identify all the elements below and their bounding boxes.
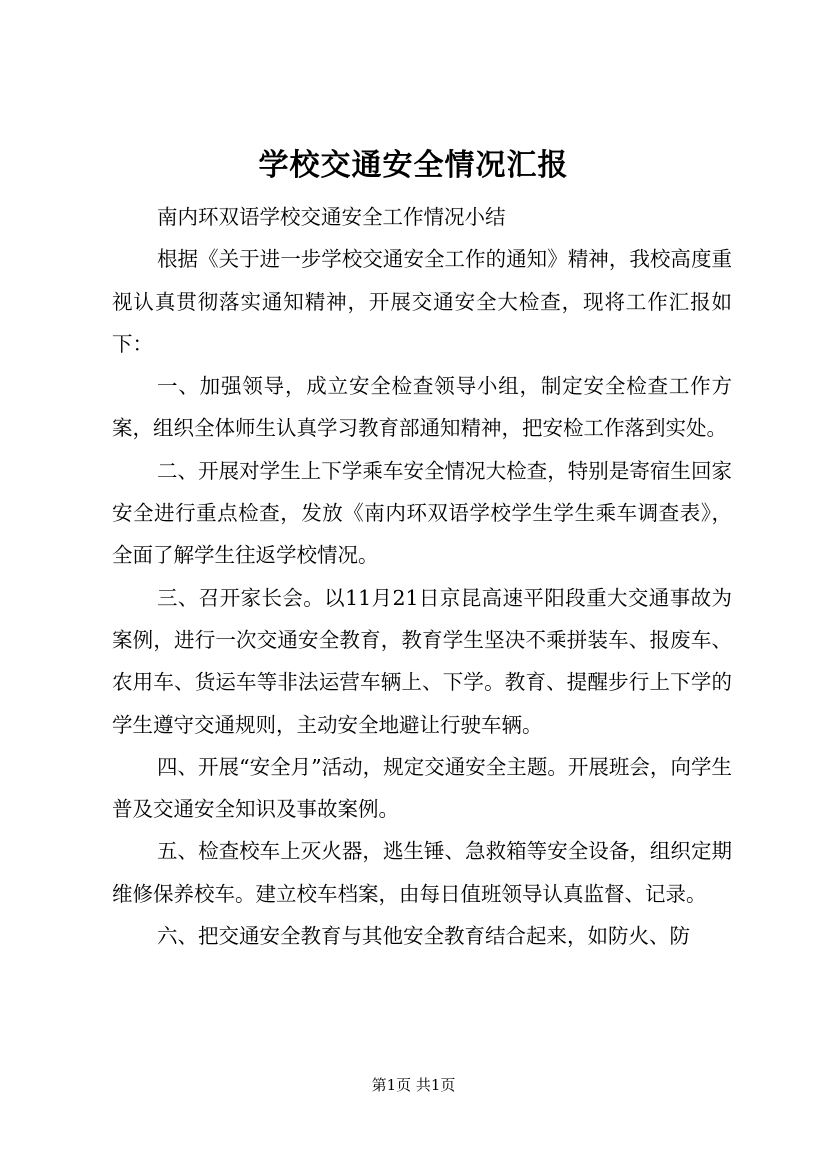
item-paragraph-5: 五、检查校车上灭火器，逃生锤、急救箱等安全设备，组织定期维修保养校车。建立校车档案，由每日值班领导认真监督、记录。 [112, 839, 732, 906]
item-paragraph-2: 二、开展对学生上下学乘车安全情况大检查，特别是寄宿生回家安全进行重点检查，发放《南内环双语学校学生学生乘车调查表》，全面了解学生往返学校情况。 [112, 458, 732, 568]
intro-paragraph: 根据《关于进一步学校交通安全工作的通知》精神，我校高度重视认真贯彻落实通知精神，开展交通安全大检查，现将工作汇报如下： [112, 247, 732, 356]
page-footer: 第1页 共1页 [371, 1076, 456, 1094]
subtitle-paragraph: 南内环双语学校交通安全工作情况小结 [157, 205, 506, 229]
item-paragraph-3: 三、召开家长会。以11月21日京昆高速平阳段重大交通事故为案例，进行一次交通安全教育，教育学生坚决不乘拼装车、报废车、农用车、货运车等非法运营车辆上、下学。教育、提醒步行上下学的学生遵守交通规则，主动安全地避让行驶车辆。 [112, 585, 732, 737]
document-body [112, 196, 732, 957]
item-paragraph-4: 四、开展“安全月”活动，规定交通安全主题。开展班会，向学生普及交通安全知识及事故案例。 [112, 754, 732, 822]
item-paragraph-6: 六、把交通安全教育与其他安全教育结合起来，如防火、防 [157, 924, 690, 949]
item-paragraph-1: 一、加强领导，成立安全检查领导小组，制定安全检查工作方案，组织全体师生认真学习教育部通知精神，把安检工作落到实处。 [112, 374, 732, 441]
document-title: 学校交通安全情况汇报 [258, 148, 569, 183]
